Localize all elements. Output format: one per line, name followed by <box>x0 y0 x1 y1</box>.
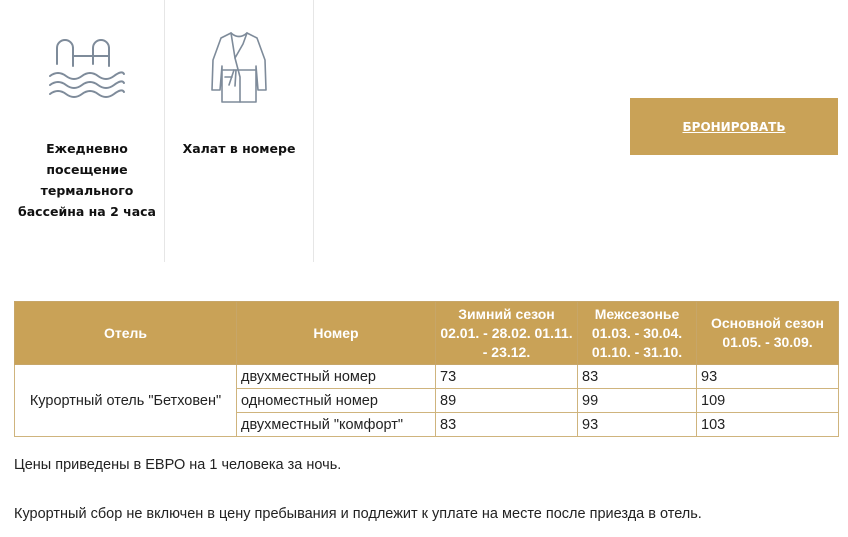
feature-label: Ежедневно посещение термального бассейна на 2 часа <box>18 141 156 219</box>
table-row <box>15 365 839 389</box>
room-type-cell: двухместный номер <box>237 365 436 389</box>
feature-bathrobe <box>164 0 314 262</box>
price-cell: 99 <box>578 389 697 413</box>
room-type-cell: одноместный номер <box>237 389 436 413</box>
currency-note: Цены приведены в ЕВРО на 1 человека за ночь. <box>14 457 342 473</box>
column-header-hotel: Отель <box>15 302 237 365</box>
column-header-off-season: Межсезонье 01.03. - 30.04. 01.10. - 31.10. <box>578 302 697 365</box>
price-cell: 83 <box>578 365 697 389</box>
pool-ladder-icon <box>10 30 164 105</box>
price-cell: 93 <box>578 413 697 437</box>
book-button[interactable]: БРОНИРОВАТЬ <box>630 98 838 155</box>
price-cell: 103 <box>697 413 839 437</box>
bathrobe-icon <box>164 30 314 105</box>
price-cell: 83 <box>436 413 578 437</box>
column-header-room: Номер <box>237 302 436 365</box>
feature-label: Халат в номере <box>182 141 296 156</box>
price-cell: 109 <box>697 389 839 413</box>
price-table <box>14 301 839 437</box>
price-cell: 93 <box>697 365 839 389</box>
resort-fee-note: Курортный сбор не включен в цену пребывания и подлежит к уплате на месте после приезда в отель. <box>14 506 702 522</box>
room-type-cell: двухместный "комфорт" <box>237 413 436 437</box>
column-header-main-season: Основной сезон 01.05. - 30.09. <box>697 302 839 365</box>
column-header-winter-season: Зимний сезон 02.01. - 28.02. 01.11. - 23.12. <box>436 302 578 365</box>
feature-thermal-pool <box>10 0 164 262</box>
hotel-name-cell: Курортный отель "Бетховен" <box>15 365 237 437</box>
price-cell: 89 <box>436 389 578 413</box>
price-cell: 73 <box>436 365 578 389</box>
table-header-row <box>15 302 839 365</box>
